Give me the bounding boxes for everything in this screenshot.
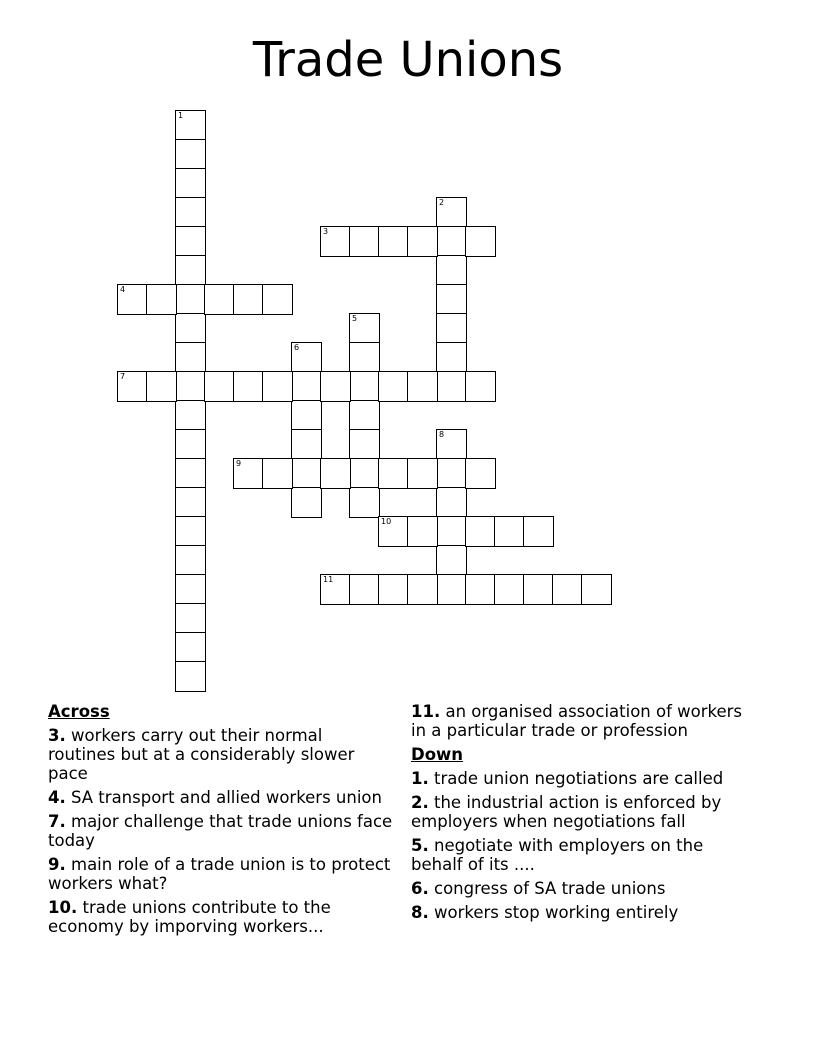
crossword-cell[interactable] [349, 574, 380, 605]
clue-text: major challenge that trade unions face today [48, 812, 393, 850]
crossword-cell[interactable] [291, 458, 322, 489]
clue-number: 8. [411, 903, 429, 922]
crossword-cell[interactable] [378, 516, 409, 547]
crossword-cell[interactable] [291, 342, 322, 373]
clues-right-column [411, 702, 756, 927]
cell-number: 11 [323, 575, 334, 584]
clue-text: an organised association of workers in a particular trade or profession [411, 702, 743, 740]
crossword-cell[interactable] [523, 516, 554, 547]
clue-across-7 [48, 812, 393, 850]
clue-number: 2. [411, 793, 429, 812]
crossword-cell[interactable] [581, 574, 612, 605]
clue-text: congress of SA trade unions [434, 879, 666, 898]
crossword-cell[interactable] [494, 574, 525, 605]
crossword-cell[interactable] [436, 284, 467, 315]
crossword-cell[interactable] [320, 371, 351, 402]
clue-across-9 [48, 855, 393, 893]
clue-down-1 [411, 769, 756, 788]
cell-number: 5 [352, 314, 358, 323]
crossword-cell[interactable] [146, 284, 177, 315]
crossword-cell[interactable] [233, 371, 264, 402]
crossword-cell[interactable] [117, 371, 148, 402]
crossword-cell[interactable] [320, 226, 351, 257]
crossword-cell[interactable] [436, 371, 467, 402]
crossword-cell[interactable] [436, 429, 467, 460]
crossword-cell[interactable] [291, 487, 322, 518]
crossword-cell[interactable] [465, 574, 496, 605]
cell-number: 2 [439, 198, 445, 207]
puzzle-title: Trade Unions [252, 32, 564, 88]
clue-down-6 [411, 879, 756, 898]
crossword-cell[interactable] [175, 632, 206, 663]
crossword-cell[interactable] [175, 400, 206, 431]
crossword-cell[interactable] [378, 458, 409, 489]
clue-number: 7. [48, 812, 66, 831]
crossword-cell[interactable] [204, 371, 235, 402]
crossword-cell[interactable] [465, 458, 496, 489]
crossword-cell[interactable] [436, 255, 467, 286]
crossword-cell[interactable] [291, 400, 322, 431]
crossword-cell[interactable] [175, 168, 206, 199]
across-heading: Across [48, 702, 110, 721]
crossword-cell[interactable] [175, 545, 206, 576]
crossword-cell[interactable] [175, 313, 206, 344]
crossword-cell[interactable] [378, 371, 409, 402]
crossword-cell[interactable] [175, 255, 206, 286]
crossword-cell[interactable] [378, 574, 409, 605]
crossword-cell[interactable] [407, 226, 438, 257]
crossword-cell[interactable] [117, 284, 148, 315]
down-heading: Down [411, 745, 464, 764]
crossword-cell[interactable] [349, 313, 380, 344]
crossword-cell[interactable] [523, 574, 554, 605]
crossword-cell[interactable] [262, 284, 293, 315]
cell-number: 8 [439, 430, 445, 439]
clue-across-10 [48, 898, 393, 936]
crossword-cell[interactable] [175, 603, 206, 634]
crossword-cell[interactable] [349, 487, 380, 518]
clue-number: 3. [48, 726, 66, 745]
crossword-cell[interactable] [175, 226, 206, 257]
cell-number: 3 [323, 227, 329, 236]
clue-down-5 [411, 836, 756, 874]
crossword-cell[interactable] [349, 371, 380, 402]
clue-text: workers stop working entirely [434, 903, 679, 922]
crossword-cell[interactable] [291, 371, 322, 402]
clue-down-2 [411, 793, 756, 831]
crossword-cell[interactable] [291, 429, 322, 460]
crossword-cell[interactable] [320, 574, 351, 605]
clue-number: 5. [411, 836, 429, 855]
crossword-cell[interactable] [436, 197, 467, 228]
crossword-cell[interactable] [378, 226, 409, 257]
clues-left-column [48, 702, 393, 941]
crossword-cell[interactable] [349, 429, 380, 460]
crossword-cell[interactable] [262, 371, 293, 402]
clue-number: 10. [48, 898, 78, 917]
crossword-cell[interactable] [204, 284, 235, 315]
cell-number: 6 [294, 343, 300, 352]
crossword-cell[interactable] [175, 574, 206, 605]
crossword-cell[interactable] [436, 226, 467, 257]
cell-number: 9 [236, 459, 242, 468]
clue-number: 9. [48, 855, 66, 874]
crossword-cell[interactable] [175, 371, 206, 402]
clue-number: 11. [411, 702, 441, 721]
crossword-cell[interactable] [175, 516, 206, 547]
cell-number: 10 [381, 517, 392, 526]
crossword-cell[interactable] [436, 342, 467, 373]
crossword-cell[interactable] [407, 371, 438, 402]
crossword-cell[interactable] [175, 487, 206, 518]
crossword-cell[interactable] [436, 574, 467, 605]
crossword-cell[interactable] [233, 458, 264, 489]
crossword-cell[interactable] [494, 516, 525, 547]
crossword-cell[interactable] [175, 197, 206, 228]
crossword-cell[interactable] [436, 545, 467, 576]
crossword-cell[interactable] [349, 400, 380, 431]
clue-text: negotiate with employers on the behalf of its .... [411, 836, 704, 874]
crossword-cell[interactable] [175, 458, 206, 489]
clue-text: workers carry out their normal routines but at a considerably slower pace [48, 726, 355, 783]
crossword-cell[interactable] [175, 139, 206, 170]
crossword-cell[interactable] [349, 458, 380, 489]
clue-down-8 [411, 903, 756, 922]
crossword-cell[interactable] [436, 313, 467, 344]
clue-across-11 [411, 702, 756, 740]
clue-text: trade union negotiations are called [434, 769, 724, 788]
crossword-cell[interactable] [407, 516, 438, 547]
clue-across-3 [48, 726, 393, 783]
crossword-cell[interactable] [465, 226, 496, 257]
clue-number: 1. [411, 769, 429, 788]
crossword-cell[interactable] [436, 516, 467, 547]
cell-number: 1 [178, 111, 184, 120]
cell-number: 4 [120, 285, 126, 294]
clue-text: the industrial action is enforced by employers when negotiations fall [411, 793, 722, 831]
clue-text: trade unions contribute to the economy by imporving workers... [48, 898, 331, 936]
cell-number: 7 [120, 372, 126, 381]
clue-text: SA transport and allied workers union [71, 788, 382, 807]
crossword-cell[interactable] [262, 458, 293, 489]
clue-across-4 [48, 788, 393, 807]
crossword-cell[interactable] [349, 226, 380, 257]
crossword-cell[interactable] [436, 458, 467, 489]
crossword-cell[interactable] [146, 371, 177, 402]
crossword-cell[interactable] [407, 458, 438, 489]
crossword-cell[interactable] [175, 429, 206, 460]
crossword-cell[interactable] [320, 458, 351, 489]
crossword-cell[interactable] [349, 342, 380, 373]
crossword-cell[interactable] [407, 574, 438, 605]
clue-number: 6. [411, 879, 429, 898]
crossword-cell[interactable] [436, 487, 467, 518]
crossword-cell[interactable] [175, 342, 206, 373]
crossword-cell[interactable] [175, 284, 206, 315]
crossword-cell[interactable] [465, 371, 496, 402]
clue-number: 4. [48, 788, 66, 807]
crossword-cell[interactable] [465, 516, 496, 547]
crossword-cell[interactable] [552, 574, 583, 605]
crossword-cell[interactable] [233, 284, 264, 315]
crossword-cell[interactable] [175, 661, 206, 692]
clue-text: main role of a trade union is to protect workers what? [48, 855, 391, 893]
crossword-cell[interactable] [175, 110, 206, 141]
